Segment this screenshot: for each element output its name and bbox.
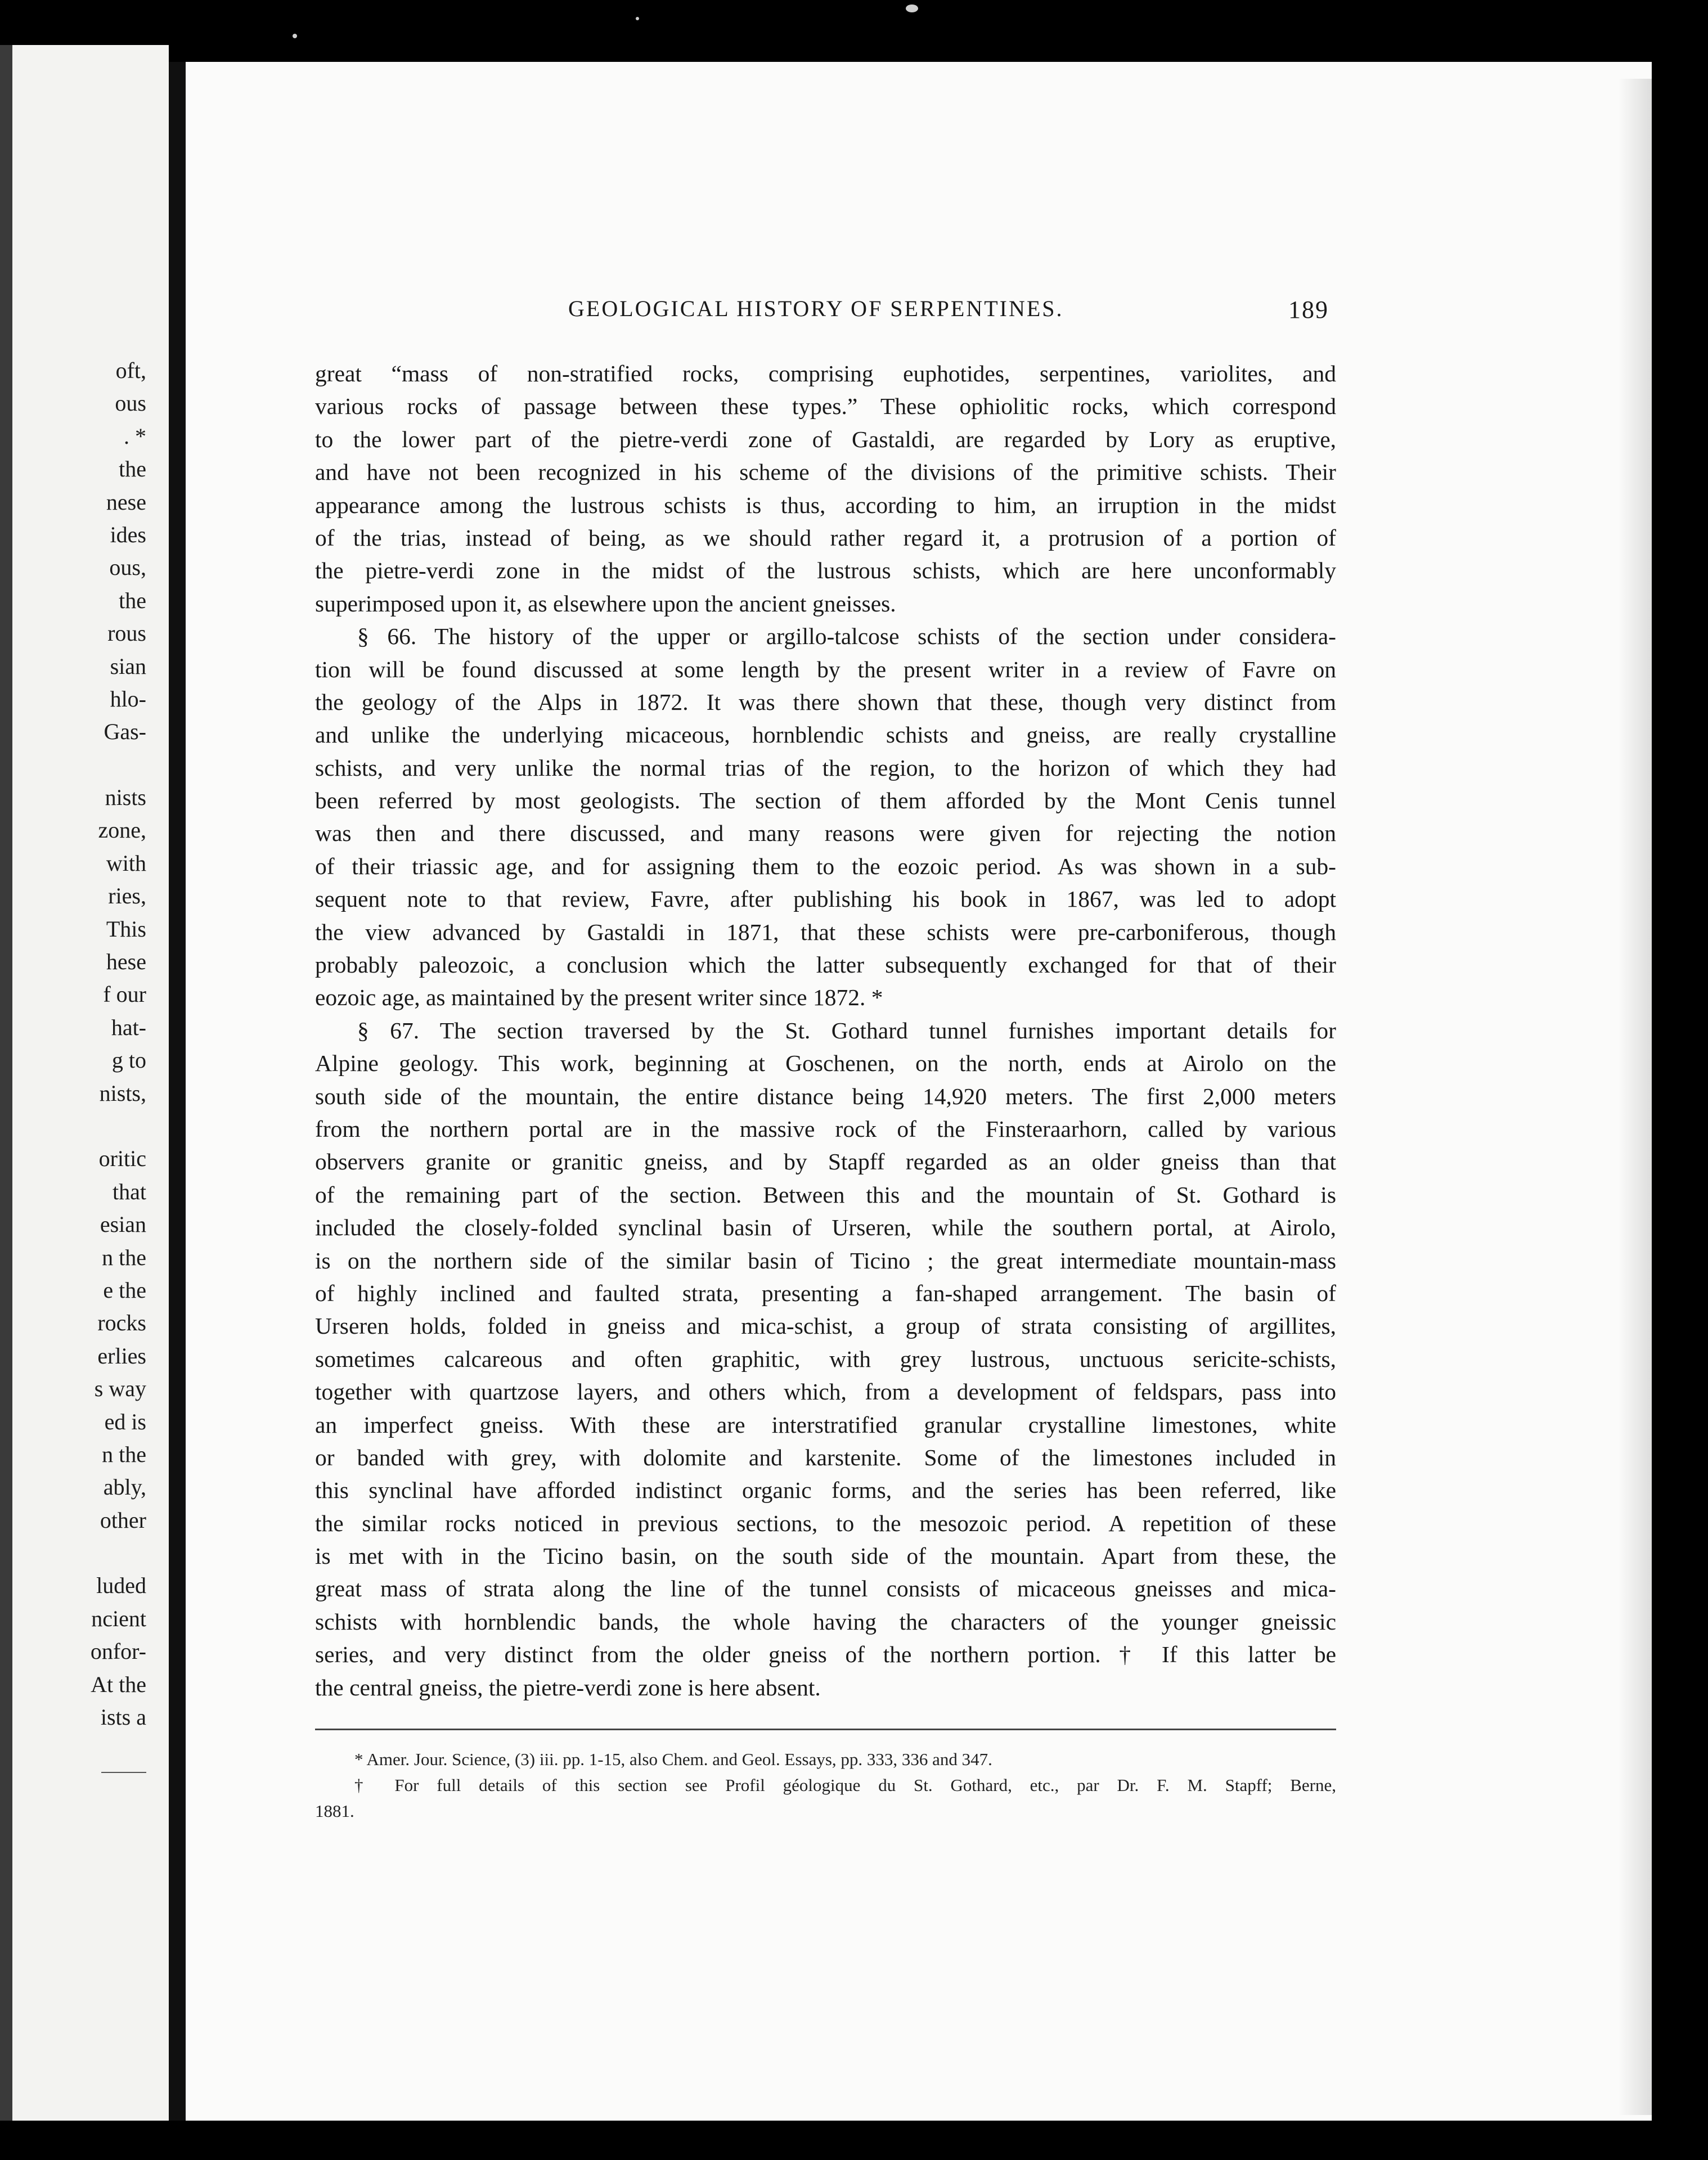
body-line: schists with hornblendic bands, the whole having the characters of the younger gneissic (315, 1608, 1336, 1635)
footnote-line: * Amer. Jour. Science, (3) iii. pp. 1-15, also Chem. and Geol. Essays, pp. 333, 336 and 347. (354, 1749, 992, 1769)
left-page-line: ncient (91, 1605, 146, 1631)
scan-speck (293, 34, 297, 38)
page-edge-shadow (1618, 79, 1652, 2115)
body-line: of their triassic age, and for assigning them to the eozoic period. As was shown in a sub- (315, 853, 1336, 879)
left-page-line (0, 749, 146, 781)
left-page-line: hese (106, 949, 146, 975)
body-line: of highly inclined and faulted strata, presenting a fan-shaped arrangement. The basin of (315, 1280, 1336, 1306)
left-page-line: nists, (99, 1080, 146, 1106)
body-line: great mass of strata along the line of the tunnel consists of micaceous gneisses and mica- (315, 1576, 1336, 1602)
body-line: probably paleozoic, a conclusion which the latter subsequently exchanged for that of their (315, 952, 1336, 978)
left-page-line: At the (91, 1671, 146, 1697)
left-page-line: with (106, 850, 146, 876)
page-number: 189 (1288, 296, 1329, 323)
left-page-line: the (119, 456, 146, 482)
body-line: is on the northern side of the similar basin of Ticino ; the great intermediate mountain-mass (315, 1247, 1336, 1274)
body-line: of the remaining part of the section. Between this and the mountain of St. Gothard is (315, 1181, 1336, 1208)
left-page-line: rocks (97, 1310, 146, 1336)
left-page-line: e the (103, 1277, 146, 1303)
body-line: observers granite or granitic gneiss, and by Stapff regarded as an older gneiss than that (315, 1149, 1336, 1175)
left-page-line: Gas- (104, 719, 146, 745)
left-page-text-column (0, 354, 146, 1734)
body-line: of the trias, instead of being, as we should rather regard it, a protrusion of a portion of (315, 524, 1336, 551)
body-line: this synclinal have afforded indistinct organic forms, and the series has been referred, like (315, 1477, 1336, 1504)
body-line: tion will be found discussed at some length by the present writer in a review of Favre on (315, 656, 1336, 682)
body-line: the view advanced by Gastaldi in 1871, that these schists were pre-carboniferous, though (315, 919, 1336, 945)
body-line: and unlike the underlying micaceous, hornblendic schists and gneiss, are really crystalline (315, 722, 1336, 748)
body-line: Urseren holds, folded in gneiss and mica-schist, a group of strata consisting of argillites, (315, 1313, 1336, 1339)
body-line: been referred by most geologists. The section of them afforded by the Mont Cenis tunnel (315, 788, 1336, 814)
body-line: § 66. The history of the upper or argillo-talcose schists of the section under considera- (357, 623, 1336, 650)
body-line: was then and there discussed, and many reasons were given for rejecting the notion (315, 820, 1336, 847)
body-line: great “mass of non-stratified rocks, comprising euphotides, serpentines, variolites, and (315, 361, 1336, 386)
left-page-footnote-rule (101, 1772, 146, 1773)
left-page-line: onfor- (90, 1639, 146, 1664)
left-page-line: erlies (97, 1343, 146, 1369)
scan-speck (906, 4, 918, 12)
left-page-line: ed is (104, 1408, 146, 1434)
left-page-line: . * (124, 423, 146, 449)
left-page-line: f our (103, 982, 146, 1007)
body-line: to the lower part of the pietre-verdi zone of Gastaldi, are regarded by Lory as eruptive, (315, 426, 1336, 452)
body-line: the pietre-verdi zone in the midst of the lustrous schists, which are here unconformably (315, 557, 1336, 584)
left-page-line: zone, (98, 817, 146, 843)
left-page-line: g to (111, 1047, 146, 1073)
left-page-line: oft, (115, 358, 146, 383)
body-line: an imperfect gneiss. With these are interstratified granular crystalline limestones, white (315, 1411, 1336, 1438)
left-page-line: ists a (100, 1704, 146, 1730)
body-line: appearance among the lustrous schists is thus, according to him, an irruption in the midst (315, 492, 1336, 518)
left-page-line: sian (110, 653, 146, 679)
body-line: schists, and very unlike the normal trias of the region, to the horizon of which they had (315, 754, 1336, 781)
left-page-line: that (113, 1178, 146, 1204)
body-line: § 67. The section traversed by the St. Gothard tunnel furnishes important details for (357, 1017, 1336, 1043)
footnotes (315, 1747, 1336, 1824)
left-page-line: ides (110, 521, 146, 547)
left-page-line: ous, (109, 555, 146, 580)
body-line: the similar rocks noticed in previous sections, to the mesozoic period. A repetition of these (315, 1510, 1336, 1536)
running-title: GEOLOGICAL HISTORY OF SERPENTINES. (568, 296, 1064, 321)
left-page-line (0, 1537, 146, 1569)
left-page-line: n the (102, 1244, 146, 1270)
footnote-rule (315, 1729, 1336, 1730)
left-page-line: hlo- (110, 686, 146, 712)
body-line: series, and very distinct from the older gneiss of the northern portion. † If this latter be (315, 1641, 1336, 1668)
left-page-line: other (100, 1507, 146, 1533)
body-line: superimposed upon it, as elsewhere upon the ancient gneisses. (315, 590, 896, 616)
left-page-line: This (106, 916, 146, 942)
left-page-line: ries, (108, 883, 146, 909)
left-page-line: ous (115, 390, 146, 416)
body-line: sequent note to that review, Favre, after publishing his book in 1867, was led to adopt (315, 886, 1336, 912)
scan-speck (636, 17, 639, 20)
left-page-line: s way (94, 1376, 146, 1402)
body-line: sometimes calcareous and often graphitic, with grey lustrous, unctuous sericite-schists, (315, 1346, 1336, 1372)
body-line: from the northern portal are in the massive rock of the Finsteraarhorn, called by various (315, 1115, 1336, 1142)
footnote-line: 1881. (315, 1801, 354, 1821)
body-line: Alpine geology. This work, beginning at Goschenen, on the north, ends at Airolo on the (315, 1050, 1336, 1077)
body-line: eozoic age, as maintained by the present writer since 1872. * (315, 984, 883, 1011)
body-line: and have not been recognized in his scheme of the divisions of the primitive schists. Their (315, 459, 1336, 485)
body-line: south side of the mountain, the entire distance being 14,920 meters. The first 2,000 meters (315, 1083, 1336, 1109)
body-line: the geology of the Alps in 1872. It was there shown that these, though very distinct from (315, 688, 1336, 715)
left-page-line (0, 1110, 146, 1142)
left-page-line: ably, (103, 1474, 146, 1500)
book-gutter (169, 62, 186, 2121)
left-page-line: rous (107, 620, 146, 646)
left-page-line: luded (96, 1573, 146, 1599)
left-page-line: esian (100, 1212, 146, 1238)
left-page-line: hat- (111, 1014, 146, 1040)
left-page-line: the (119, 587, 146, 613)
body-line: included the closely-folded synclinal basin of Urseren, while the southern portal, at Airolo, (315, 1214, 1336, 1241)
body-line: various rocks of passage between these types.” These ophiolitic rocks, which correspond (315, 393, 1336, 420)
left-page-line: n the (102, 1441, 146, 1467)
left-page-line: nists (105, 785, 146, 811)
body-line: or banded with grey, with dolomite and karstenite. Some of the limestones included in (315, 1444, 1336, 1470)
body-line: together with quartzose layers, and others which, from a development of feldspars, pass into (315, 1379, 1336, 1405)
body-line: is met with in the Ticino basin, on the south side of the mountain. Apart from these, the (315, 1543, 1336, 1569)
left-page-line: nese (106, 489, 146, 515)
footnote-line: † For full details of this section see Profil géologique du St. Gothard, etc., par Dr. F. M. Stapff; Berne, (354, 1775, 1336, 1795)
left-page-line: oritic (98, 1146, 146, 1172)
body-text (315, 357, 1336, 1704)
body-line: the central gneiss, the pietre-verdi zone is here absent. (315, 1674, 821, 1700)
